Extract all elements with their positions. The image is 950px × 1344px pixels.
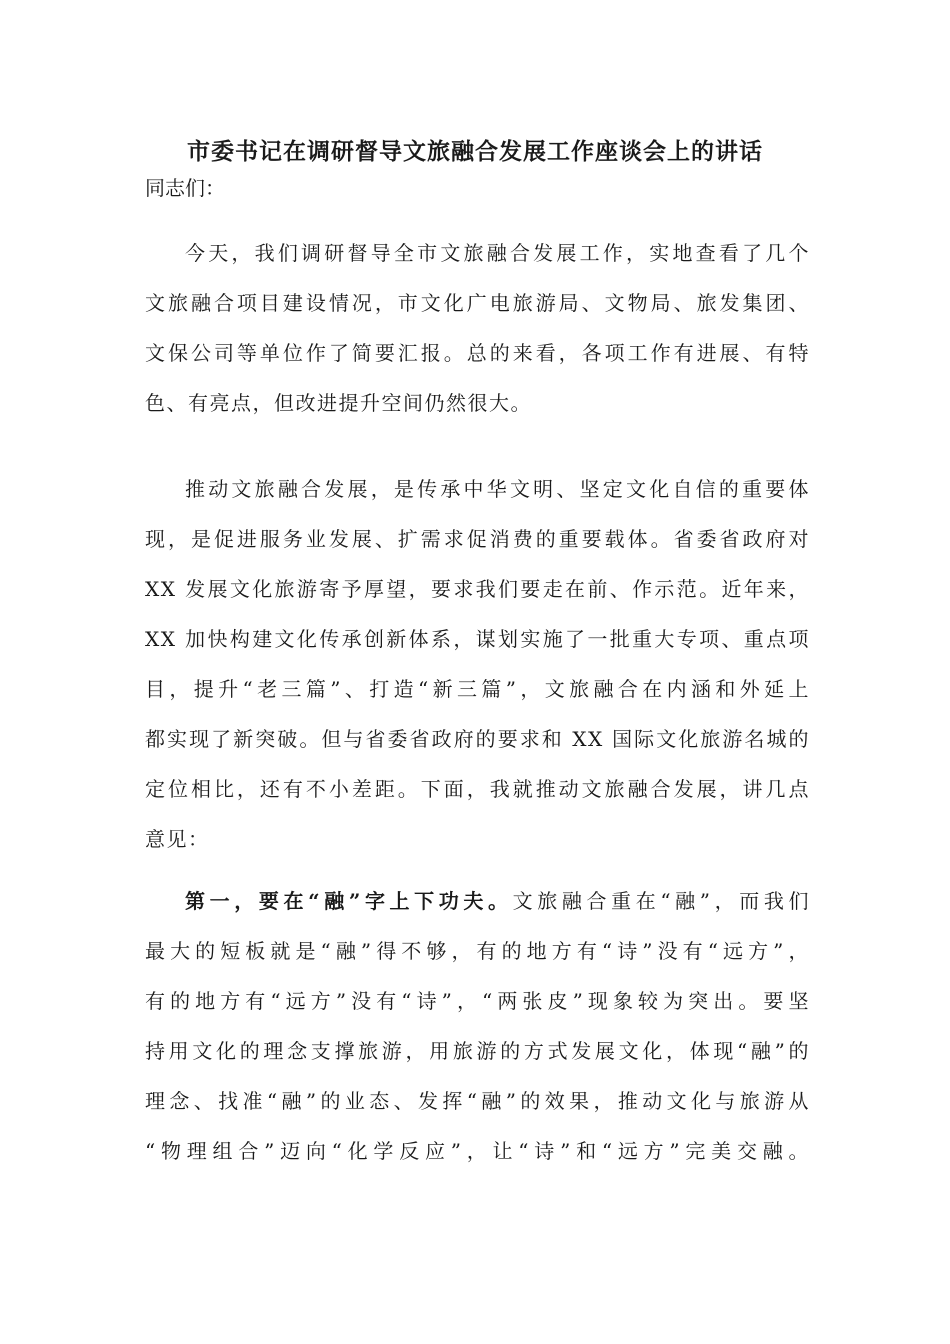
paragraph-line	[145, 876, 810, 926]
paragraph-line: 推动文旅融合发展，是传承中华文明、坚定文化自信的重要体	[185, 477, 810, 501]
paragraph-line: “物理组合”迈向“化学反应”，让“诗”和“远方”完美交融。	[145, 1139, 810, 1163]
document-title: 市委书记在调研督导文旅融合发展工作座谈会上的讲话	[187, 138, 763, 165]
paragraph-2	[145, 464, 810, 864]
paragraph-line: 定位相比，还有不小差距。下面，我就推动文旅融合发展，讲几点	[145, 777, 810, 801]
paragraph-line: 文保公司等单位作了简要汇报。总的来看，各项工作有进展、有特	[145, 341, 810, 365]
paragraph-line: 色、有亮点，但改进提升空间仍然很大。	[145, 391, 532, 415]
paragraph-line: 现，是促进服务业发展、扩需求促消费的重要载体。省委省政府对	[145, 527, 810, 551]
section-lead: 第一，要在“融”字上下功夫。	[185, 889, 513, 913]
paragraph-line: 最大的短板就是“融”得不够，有的地方有“诗”没有“远方”，	[145, 939, 810, 963]
paragraph-line: 今天，我们调研督导全市文旅融合发展工作，实地查看了几个	[185, 241, 810, 265]
paragraph-3	[145, 876, 810, 1176]
paragraph-line: 理念、找准“融”的业态、发挥“融”的效果，推动文化与旅游从	[145, 1089, 810, 1113]
paragraph-line: XX 发展文化旅游寄予厚望，要求我们要走在前、作示范。近年来，	[145, 577, 810, 601]
paragraph-line: 文旅融合项目建设情况，市文化广电旅游局、文物局、旅发集团、	[145, 291, 810, 315]
salutation: 同志们：	[145, 176, 225, 200]
paragraph-line: 目，提升“老三篇”、打造“新三篇”，文旅融合在内涵和外延上	[145, 677, 810, 701]
paragraph-line: 意见：	[145, 827, 210, 851]
section-lead-rest: 文旅融合重在“融”，而我们	[512, 889, 810, 913]
paragraph-1	[145, 228, 810, 428]
paragraph-line: XX 加快构建文化传承创新体系，谋划实施了一批重大专项、重点项	[145, 627, 810, 651]
paragraph-line: 有的地方有“远方”没有“诗”，“两张皮”现象较为突出。要坚	[145, 989, 810, 1013]
paragraph-line: 都实现了新突破。但与省委省政府的要求和 XX 国际文化旅游名城的	[145, 727, 810, 751]
paragraph-line: 持用文化的理念支撑旅游，用旅游的方式发展文化，体现“融”的	[145, 1039, 810, 1063]
